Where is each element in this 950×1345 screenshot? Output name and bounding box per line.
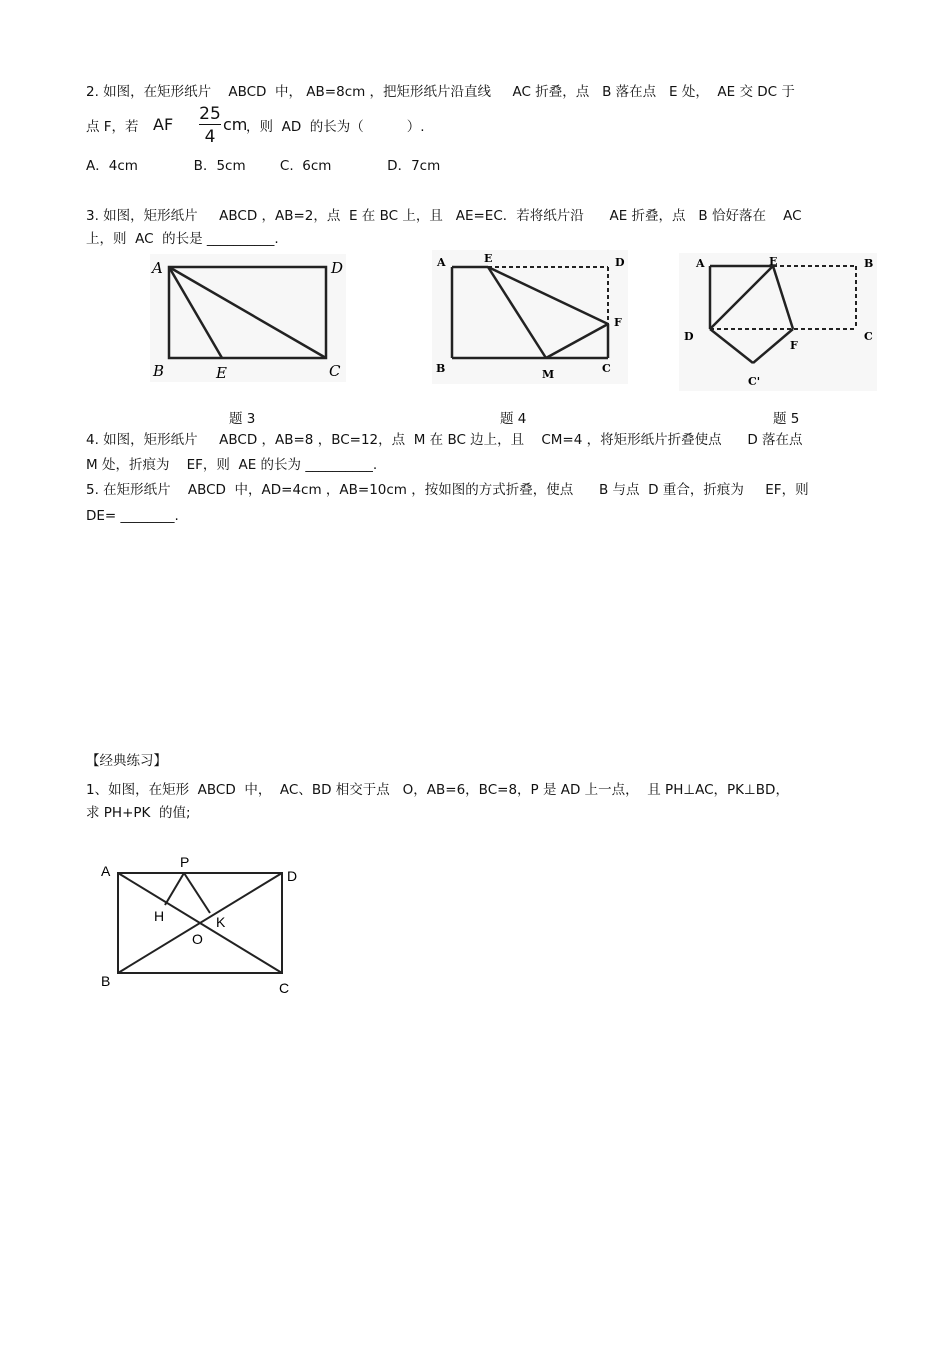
fig4-label-d: D xyxy=(615,256,625,269)
fig5-label-b: B xyxy=(864,257,874,270)
fig4-label-f: F xyxy=(614,316,622,329)
fig3-label-e: E xyxy=(216,364,227,382)
practice-label-o: O xyxy=(192,931,203,947)
practice-label-d: D xyxy=(287,868,298,884)
q3-line1: 3. 如图，矩形纸片 ABCD ，AB=2，点 E 在 BC 上，且 AE=EC．若将纸片沿 AE 折叠，点 B 恰好落在 AC xyxy=(86,208,802,224)
fig5-label-c-prime: C' xyxy=(748,375,761,388)
fig4-label-m: M xyxy=(542,368,555,381)
practice-q1-line2: 求 PH+PK 的值; xyxy=(86,805,191,821)
caption-fig4: 题 4 xyxy=(500,411,527,427)
fig5-label-e: E xyxy=(769,255,778,268)
practice-label-p: P xyxy=(180,854,190,870)
figure-3 xyxy=(148,252,348,384)
q5-line1: 5. 在矩形纸片 ABCD 中，AD=4cm ，AB=10cm ，按如图的方式折叠，使点 B 与点 D 重合，折痕为 EF，则 xyxy=(86,482,809,498)
fig5-label-d: D xyxy=(684,330,694,343)
caption-fig3: 题 3 xyxy=(229,411,256,427)
q2-fraction xyxy=(199,104,221,148)
fraction-bar xyxy=(199,124,221,125)
q5-line2: DE= ________. xyxy=(86,508,179,524)
practice-label-h: H xyxy=(154,908,165,924)
caption-fig5: 题 5 xyxy=(773,411,800,427)
q4-line2: M 处，折痕为 EF，则 AE 的长为 __________. xyxy=(86,457,378,473)
fig3-label-d: D xyxy=(331,259,344,277)
q4-line1: 4. 如图，矩形纸片 ABCD ，AB=8 ，BC=12，点 M 在 BC 边上，且 CM=4 ，将矩形纸片折叠使点 D 落在点 xyxy=(86,432,803,448)
figure-5 xyxy=(678,252,878,392)
practice-label-k: K xyxy=(216,914,226,930)
q2-line2-suffix: ，则 AD 的长为（ ）. xyxy=(246,119,425,135)
fig5-label-f: F xyxy=(790,339,798,352)
fig4-label-a: A xyxy=(437,256,446,269)
fig4-label-c: C xyxy=(602,362,611,375)
practice-label-c: C xyxy=(279,980,290,996)
q2-options: A．4cm B．5cm C. 6cm D．7cm xyxy=(86,158,441,174)
fraction-denominator: 4 xyxy=(204,127,216,147)
practice-label-a: A xyxy=(101,863,111,879)
fig4-label-e: E xyxy=(484,252,493,265)
q2-line2-prefix: 点 F，若 xyxy=(86,119,139,135)
fraction-numerator: 25 xyxy=(199,104,221,124)
practice-label-b: B xyxy=(101,973,111,989)
q2-line1: 2. 如图，在矩形纸片 ABCD 中， AB=8cm ，把矩形纸片沿直线 AC 折叠，点 B 落在点 E 处， AE 交 DC 于 xyxy=(86,84,795,100)
fig4-label-b: B xyxy=(436,362,446,375)
practice-heading: 【经典练习】 xyxy=(86,753,167,769)
fig3-label-b: B xyxy=(153,362,165,380)
fig3-label-a: A xyxy=(152,259,163,277)
practice-q1-line1: 1、如图，在矩形 ABCD 中， AC、BD 相交于点 O，AB=6，BC=8，P 是 AD 上一点， 且 PH⊥AC，PK⊥BD， xyxy=(86,782,789,798)
figure-4 xyxy=(432,250,630,385)
practice-figure xyxy=(95,850,310,1000)
q2-af-label: AF xyxy=(153,115,174,134)
fig5-label-c: C xyxy=(864,330,873,343)
q2-unit: cm xyxy=(223,115,248,134)
fig3-label-c: C xyxy=(329,362,341,380)
fig5-label-a: A xyxy=(696,257,705,270)
q3-line2: 上，则 AC 的长是 __________. xyxy=(86,231,279,247)
